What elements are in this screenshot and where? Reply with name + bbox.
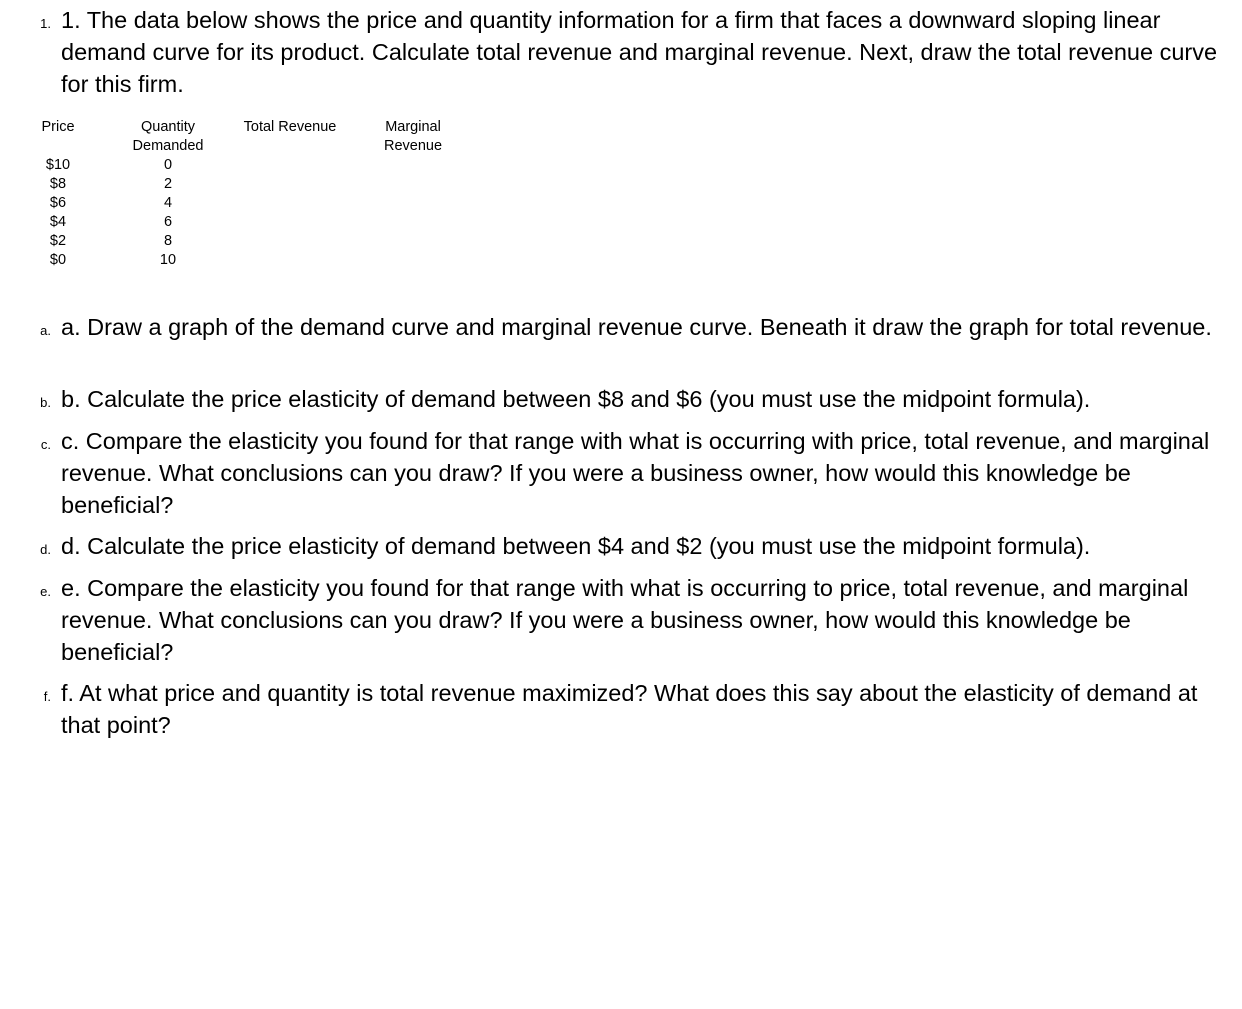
part-c-marker: c. [40, 437, 51, 452]
price-cell: $0 [49, 252, 67, 268]
part-d-text: d. Calculate the price elasticity of demand between $4 and $2 (you must use the midpoint formula). [61, 533, 1091, 559]
marginal-revenue-header-line2: Revenue [383, 138, 443, 154]
quantity-cell: 4 [163, 195, 173, 211]
part-d-marker: d. [40, 542, 51, 557]
quantity-header-line2: Demanded [132, 138, 204, 154]
quantity-header-line1: Quantity [141, 119, 195, 135]
question-1-text: 1. The data below shows the price and quantity information for a firm that faces a downward sloping linear demand curve for its product. Calculate total revenue and marginal revenue. Next, draw the total revenue curve for this firm. [61, 7, 1218, 97]
price-cell: $2 [49, 233, 67, 249]
quantity-cell: 10 [159, 252, 177, 268]
price-cell: $10 [45, 157, 71, 173]
part-e-marker: e. [40, 584, 51, 599]
part-b-marker: b. [40, 395, 51, 410]
part-c-text: c. Compare the elasticity you found for that range with what is occurring with price, total revenue, and marginal revenue. What conclusions can you draw? If you were a business owner, how would this knowledge be beneficial? [61, 428, 1210, 518]
marginal-revenue-header [363, 118, 463, 156]
price-cell: $6 [49, 195, 67, 211]
price-cell: $4 [49, 214, 67, 230]
price-header: Price [41, 119, 75, 135]
quantity-cell: 8 [163, 233, 173, 249]
part-a-marker: a. [40, 323, 51, 338]
price-column [28, 156, 88, 270]
part-b-text: b. Calculate the price elasticity of demand between $8 and $6 (you must use the midpoint formula). [61, 386, 1091, 412]
price-cell: $8 [49, 176, 67, 192]
quantity-column [112, 156, 224, 270]
quantity-header [112, 118, 224, 156]
part-a-text: a. Draw a graph of the demand curve and marginal revenue curve. Beneath it draw the graph for total revenue. [61, 314, 1212, 340]
part-e-text: e. Compare the elasticity you found for that range with what is occurring to price, total revenue, and marginal revenue. What conclusions can you draw? If you were a business owner, how would this knowledge be beneficial? [61, 575, 1189, 665]
total-revenue-header: Total Revenue [243, 119, 337, 135]
quantity-cell: 0 [163, 157, 173, 173]
part-f-marker: f. [43, 689, 51, 704]
price-quantity-table [0, 118, 500, 278]
marginal-revenue-header-line1: Marginal [385, 119, 441, 135]
quantity-cell: 2 [163, 176, 173, 192]
part-f-text: f. At what price and quantity is total revenue maximized? What does this say about the elasticity of demand at that point? [61, 680, 1198, 738]
question-1-marker: 1. [40, 16, 51, 31]
quantity-cell: 6 [163, 214, 173, 230]
